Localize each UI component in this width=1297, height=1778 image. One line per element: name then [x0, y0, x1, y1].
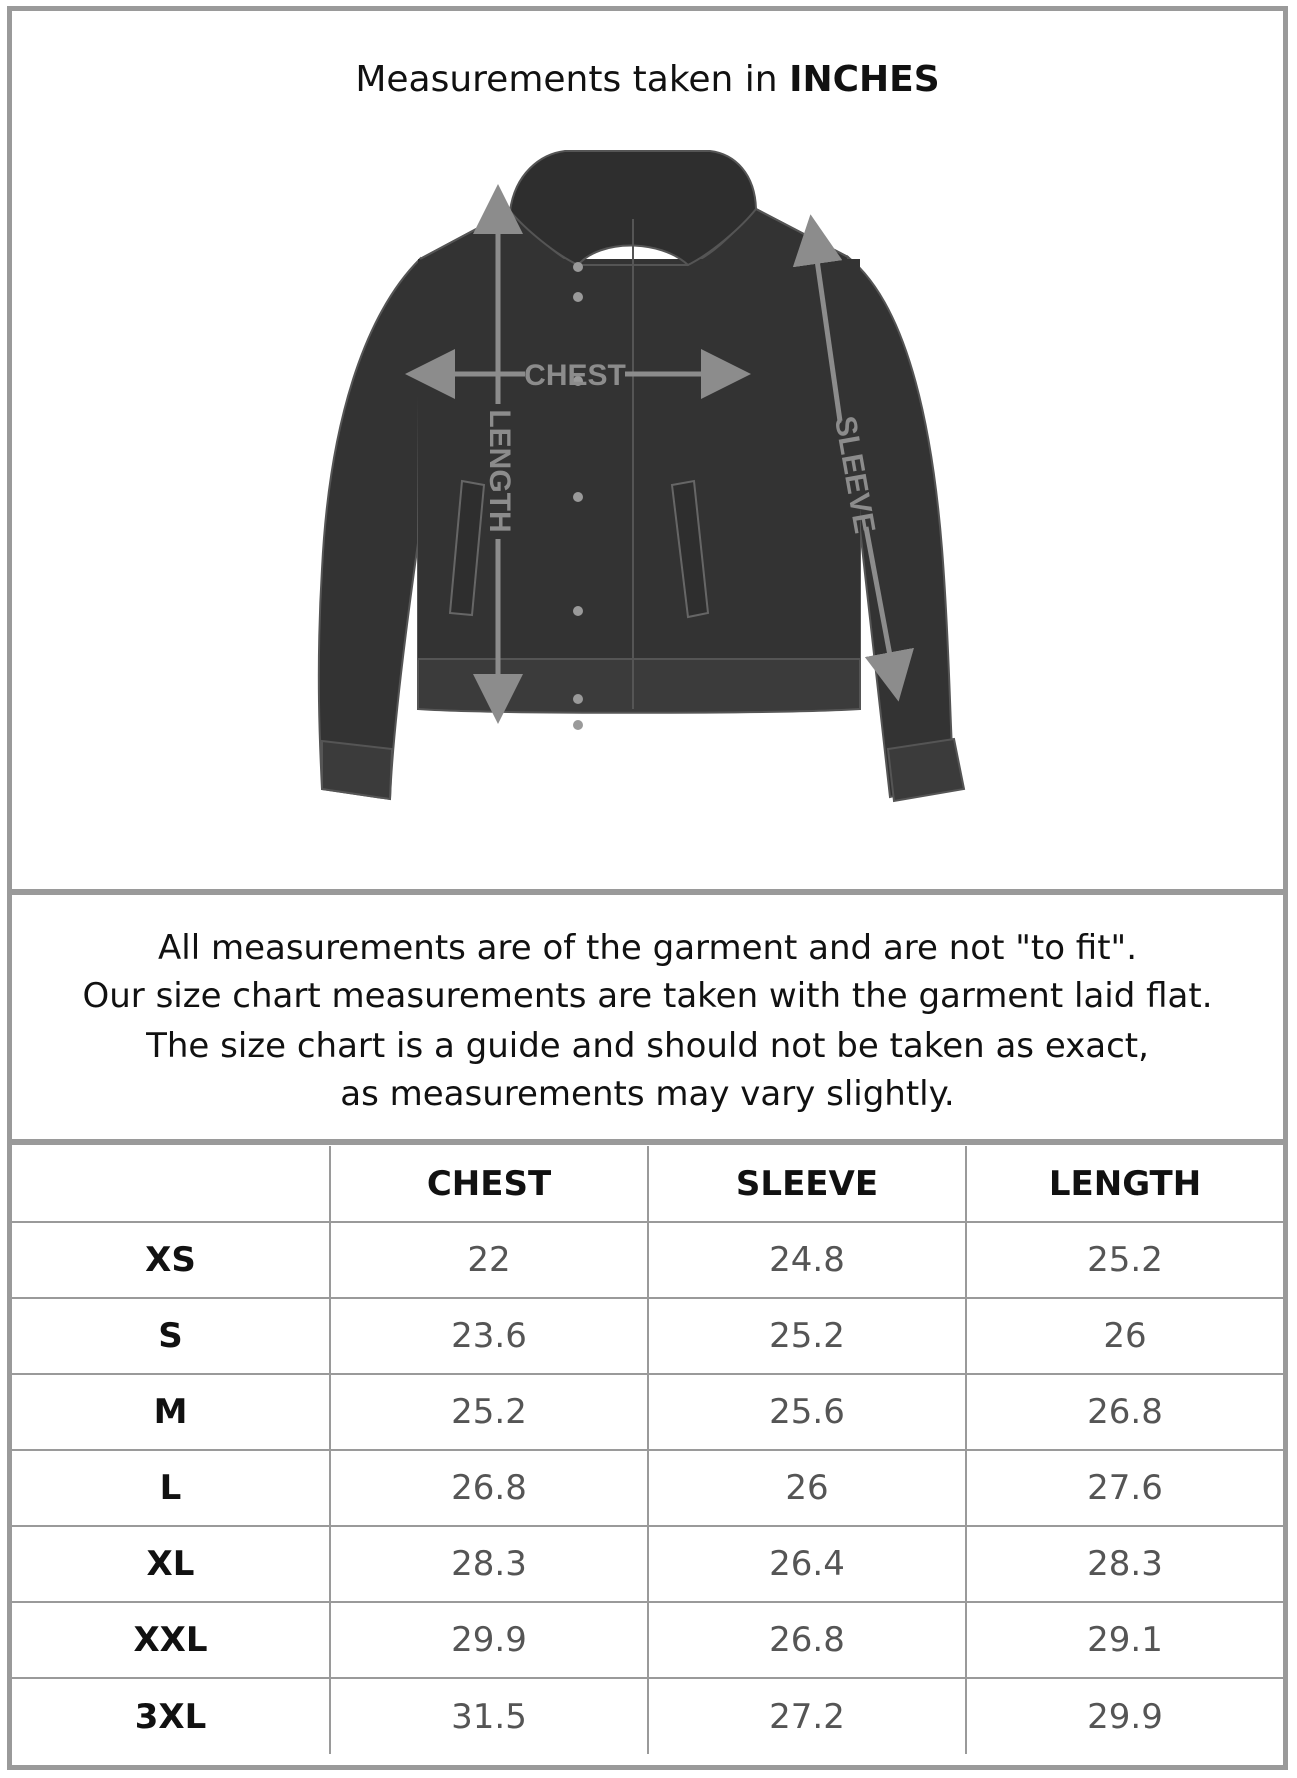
table-row [12, 1678, 1283, 1754]
sleeve-cell: 27.2 [648, 1678, 966, 1754]
table-row [12, 1298, 1283, 1374]
size-chart-frame [7, 6, 1288, 1770]
chest-cell: 28.3 [330, 1526, 648, 1602]
column-header-chest: CHEST [330, 1146, 648, 1222]
chest-cell: 26.8 [330, 1450, 648, 1526]
size-cell: 3XL [12, 1678, 330, 1754]
table-row [12, 1526, 1283, 1602]
diagram-section [12, 11, 1283, 895]
length-cell: 27.6 [966, 1450, 1283, 1526]
chest-cell: 22 [330, 1222, 648, 1298]
heading-unit: INCHES [789, 59, 940, 100]
sleeve-cell: 26 [648, 1450, 966, 1526]
table-row [12, 1222, 1283, 1298]
note-line: as measurements may vary slightly. [340, 1074, 955, 1114]
table-row [12, 1374, 1283, 1450]
chest-cell: 29.9 [330, 1602, 648, 1678]
sleeve-cell: 25.2 [648, 1298, 966, 1374]
table-row [12, 1450, 1283, 1526]
sleeve-cell: 24.8 [648, 1222, 966, 1298]
left-cuff [322, 741, 392, 799]
sleeve-cell: 25.6 [648, 1374, 966, 1450]
note-line: All measurements are of the garment and are not "to fit". [157, 928, 1137, 968]
length-cell: 26.8 [966, 1374, 1283, 1450]
table-row [12, 1602, 1283, 1678]
length-label: LENGTH [483, 409, 517, 533]
column-header-sleeve: SLEEVE [648, 1146, 966, 1222]
table-header-row [12, 1146, 1283, 1222]
sleeve-label: SLEEVE [828, 413, 882, 536]
column-header-size [12, 1146, 330, 1222]
chest-cell: 31.5 [330, 1678, 648, 1754]
note-line: Our size chart measurements are taken with the garment laid flat. [82, 976, 1213, 1016]
chest-cell: 25.2 [330, 1374, 648, 1450]
size-cell: S [12, 1298, 330, 1374]
length-cell: 28.3 [966, 1526, 1283, 1602]
length-cell: 25.2 [966, 1222, 1283, 1298]
size-cell: L [12, 1450, 330, 1526]
length-cell: 26 [966, 1298, 1283, 1374]
chest-label: CHEST [524, 359, 626, 392]
sleeve-cell: 26.4 [648, 1526, 966, 1602]
size-table [12, 1146, 1283, 1754]
measurement-unit-heading [12, 59, 1283, 100]
size-cell: XS [12, 1222, 330, 1298]
size-cell: M [12, 1374, 330, 1450]
chest-cell: 23.6 [330, 1298, 648, 1374]
sleeve-cell: 26.8 [648, 1602, 966, 1678]
note-line: The size chart is a guide and should not be taken as exact, [146, 1026, 1149, 1066]
size-cell: XL [12, 1526, 330, 1602]
left-sleeve [319, 259, 420, 799]
jacket-diagram [300, 149, 1060, 815]
length-cell: 29.1 [966, 1602, 1283, 1678]
disclaimer-notes [12, 895, 1283, 1145]
length-cell: 29.9 [966, 1678, 1283, 1754]
heading-prefix: Measurements taken in [355, 59, 790, 100]
jacket-waistband [418, 659, 860, 713]
right-cuff [888, 739, 964, 801]
size-cell: XXL [12, 1602, 330, 1678]
column-header-length: LENGTH [966, 1146, 1283, 1222]
